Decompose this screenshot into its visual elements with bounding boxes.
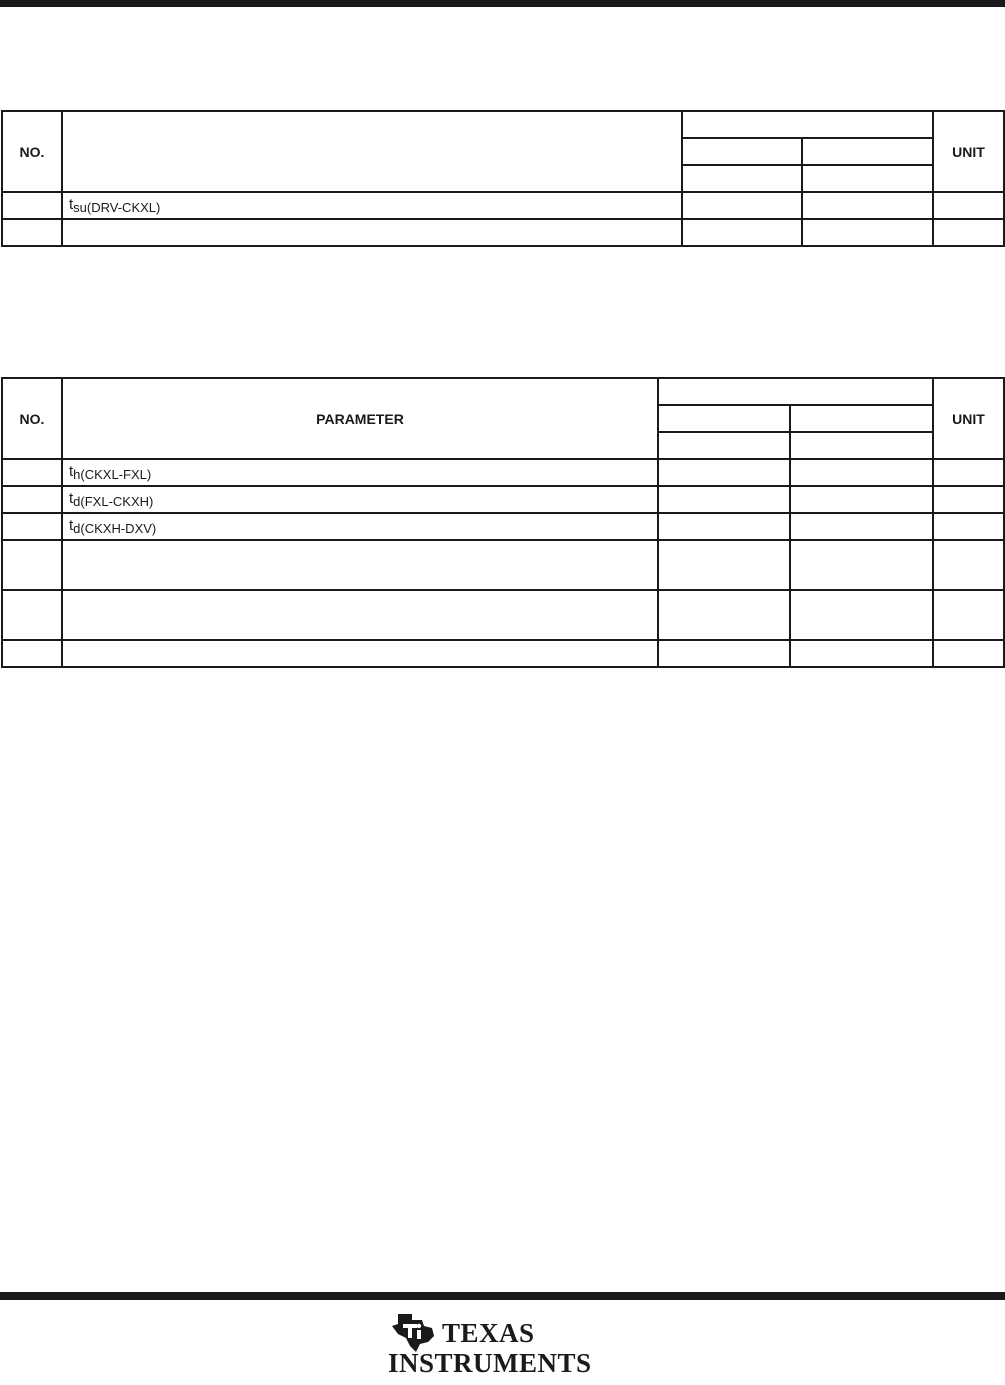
header-sub-max bbox=[790, 432, 933, 459]
header-max bbox=[802, 138, 933, 165]
row-parameter bbox=[62, 590, 658, 640]
row-min bbox=[682, 219, 802, 246]
header-min bbox=[682, 138, 802, 165]
header-min bbox=[658, 405, 790, 432]
row-parameter bbox=[62, 640, 658, 667]
row-unit bbox=[933, 540, 1004, 590]
table-row bbox=[2, 192, 1004, 219]
table-row bbox=[2, 540, 1004, 590]
row-no bbox=[2, 590, 62, 640]
row-max bbox=[790, 640, 933, 667]
header-no: NO. bbox=[2, 111, 62, 192]
header-group bbox=[658, 378, 933, 405]
logo-text-instruments: INSTRUMENTS bbox=[388, 1348, 592, 1378]
row-no bbox=[2, 640, 62, 667]
row-min bbox=[658, 486, 790, 513]
row-unit bbox=[933, 640, 1004, 667]
row-max bbox=[790, 540, 933, 590]
row-unit bbox=[933, 513, 1004, 540]
table-row bbox=[2, 590, 1004, 640]
row-no bbox=[2, 486, 62, 513]
logo-text-texas: TEXAS bbox=[442, 1318, 535, 1348]
row-unit bbox=[933, 486, 1004, 513]
header-group bbox=[682, 111, 933, 138]
row-min bbox=[658, 459, 790, 486]
top-rule bbox=[0, 0, 1005, 7]
header-sub-min bbox=[682, 165, 802, 192]
row-min bbox=[658, 640, 790, 667]
row-no bbox=[2, 459, 62, 486]
header-parameter bbox=[62, 111, 682, 192]
row-min bbox=[682, 192, 802, 219]
row-no bbox=[2, 192, 62, 219]
row-max bbox=[790, 459, 933, 486]
row-min bbox=[658, 590, 790, 640]
row-parameter: $t_{su(DRV-CKXL)}$ bbox=[62, 192, 682, 219]
row-no bbox=[2, 219, 62, 246]
row-max bbox=[802, 192, 933, 219]
header-sub-max bbox=[802, 165, 933, 192]
row-parameter: $t_{h(CKXL-FXL)}$ bbox=[62, 459, 658, 486]
table-row bbox=[2, 640, 1004, 667]
row-parameter: $t_{d(CKXH-DXV)}$ bbox=[62, 513, 658, 540]
header-parameter: PARAMETER bbox=[62, 378, 658, 459]
row-no bbox=[2, 540, 62, 590]
row-unit bbox=[933, 192, 1004, 219]
header-sub-min bbox=[658, 432, 790, 459]
table-row bbox=[2, 219, 1004, 246]
row-unit bbox=[933, 459, 1004, 486]
ti-logo bbox=[386, 1312, 598, 1384]
table-row bbox=[2, 513, 1004, 540]
row-no bbox=[2, 513, 62, 540]
header-unit: UNIT bbox=[933, 378, 1004, 459]
row-max bbox=[790, 590, 933, 640]
bottom-rule bbox=[0, 1292, 1005, 1300]
header-unit: UNIT bbox=[933, 111, 1004, 192]
row-max bbox=[790, 513, 933, 540]
row-unit bbox=[933, 219, 1004, 246]
header-max bbox=[790, 405, 933, 432]
row-parameter bbox=[62, 540, 658, 590]
row-parameter: $t_{d(FXL-CKXH)}$ bbox=[62, 486, 658, 513]
table-row bbox=[2, 459, 1004, 486]
row-min bbox=[658, 540, 790, 590]
row-min bbox=[658, 513, 790, 540]
row-unit bbox=[933, 590, 1004, 640]
header-no: NO. bbox=[2, 378, 62, 459]
timing-table-1 bbox=[1, 110, 1005, 247]
row-max bbox=[802, 219, 933, 246]
timing-table-2 bbox=[1, 377, 1005, 668]
row-parameter bbox=[62, 219, 682, 246]
table-row bbox=[2, 486, 1004, 513]
row-max bbox=[790, 486, 933, 513]
